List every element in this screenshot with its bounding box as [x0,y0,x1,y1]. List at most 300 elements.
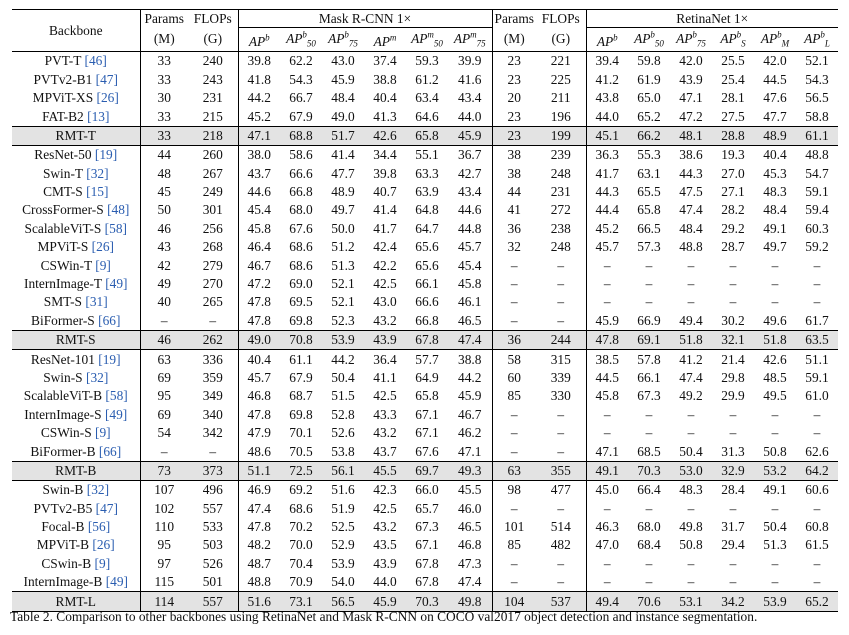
table-row [12,573,838,592]
model-name: BiFormer-B [30,443,96,459]
metric-cell: 69.5 [289,294,313,310]
metric-cell: 46.5 [448,518,492,536]
metric-cell: 28.2 [721,202,745,218]
metric-cell: 47.8 [247,519,271,535]
metric-cell: – [729,294,737,310]
header-retina-metric [754,28,796,52]
table-row [12,500,838,518]
backbone-name [12,256,140,274]
metric-cell: 268 [188,238,238,256]
metric-cell: 43.9 [373,555,397,571]
metric-label: $AP^b_M$ [760,30,790,50]
metric-cell: 45.1 [586,126,628,145]
metric-cell: 69.8 [289,312,313,328]
metric-cell: 40.4 [373,90,397,106]
metric-cell: 60.3 [805,220,829,236]
metric-cell: 47.1 [238,126,280,145]
metric-cell: 68.6 [289,500,313,516]
metric-cell: 69.7 [406,461,448,480]
metric-cell: 349 [188,387,238,405]
metric-cell: 49.4 [586,592,628,611]
metric-cell: – [603,500,611,516]
metric-cell: 63 [492,461,536,480]
metric-cell: – [536,573,586,592]
metric-cell: 50.4 [331,369,355,385]
model-name: MPViT-XS [32,90,94,106]
metric-cell: – [510,555,518,571]
metric-cell: – [813,276,821,292]
header-mask-metric [448,28,492,52]
backbone-name [12,555,140,573]
metric-cell: – [603,574,611,590]
metric-cell: 36.3 [586,146,628,165]
metric-cell: 104 [492,592,536,611]
metric-cell: – [771,574,779,590]
metric-cell: 70.2 [289,519,313,535]
metric-label: $AP^b_{75}$ [676,30,706,50]
metric-cell: 42.6 [754,350,796,369]
metric-cell: 47.8 [247,294,271,310]
metric-cell: 66.2 [628,126,670,145]
metric-cell: – [771,406,779,422]
metric-cell: – [813,555,821,571]
backbone-name [12,461,140,480]
metric-cell: 503 [188,536,238,554]
metric-cell: 50.0 [331,220,355,236]
table-row [12,442,838,461]
citation-link[interactable]: [9] [95,425,111,441]
header-retina-metric [586,28,628,52]
metric-cell: 49.5 [763,388,787,404]
metric-cell: 315 [536,350,586,369]
metric-cell: 52.8 [331,406,355,422]
metric-cell: 28.8 [712,126,754,145]
citation-link[interactable]: [49] [105,276,128,292]
metric-cell: 47.7 [331,165,355,181]
header-flops-retina: FLOPs [536,10,586,28]
header-mask-rcnn: Mask R-CNN 1× [238,10,492,28]
metric-cell: – [771,294,779,310]
citation-link[interactable]: [26] [96,90,119,106]
citation-link[interactable]: [31] [85,294,108,310]
metric-cell: 215 [188,107,238,126]
citation-link[interactable]: [26] [91,239,114,255]
header-flops-unit: (G) [188,28,238,52]
header-retina-metric [712,28,754,52]
metric-cell: 65.0 [637,90,661,106]
metric-cell: 25.5 [721,53,745,69]
metric-cell: 52.1 [331,294,355,310]
metric-cell: 56.1 [322,461,364,480]
model-name: MPViT-S [37,239,89,255]
table-row [12,52,838,71]
metric-cell: 53.8 [331,443,355,459]
citation-link[interactable]: [66] [98,443,122,459]
metric-cell: – [510,425,518,441]
model-name: RMT-B [55,462,97,478]
metric-cell: 196 [536,107,586,126]
metric-cell: 64.8 [415,202,439,218]
metric-cell: 49.3 [448,461,492,480]
metric-cell: 57.3 [637,239,661,255]
metric-cell: 272 [536,201,586,219]
metric-cell: 43.4 [448,183,492,201]
backbone-name [12,220,140,238]
metric-cell: 46.7 [448,406,492,424]
metric-cell: 65.2 [796,592,838,611]
model-name: SMT-S [43,294,83,310]
metric-cell: 48.4 [763,202,787,218]
metric-cell: – [536,442,586,461]
metric-cell: 47.0 [595,537,619,553]
metric-cell: 48.9 [754,126,796,145]
citation-link[interactable]: [66] [98,312,121,328]
metric-cell: 50 [157,202,171,218]
metric-cell: 514 [536,518,586,536]
metric-cell: 52.6 [331,425,355,441]
model-name: BiFormer-S [31,312,95,328]
metric-cell: 44.2 [448,369,492,387]
metric-cell: 46.2 [448,424,492,442]
metric-cell: 42.3 [364,481,406,500]
citation-link[interactable]: [48] [107,202,130,218]
metric-cell: 56.5 [805,90,829,106]
citation-link[interactable]: [13] [87,108,110,124]
backbone-name [12,573,140,592]
metric-cell: 56.5 [322,592,364,611]
metric-cell: 51.1 [796,350,838,369]
metric-cell: – [510,406,518,422]
citation-link[interactable]: [19] [98,351,121,367]
metric-cell: 41.1 [373,369,397,385]
metric-cell: 48.4 [331,90,355,106]
metric-cell: – [645,276,653,292]
metric-cell: 211 [536,89,586,107]
metric-cell: 38.0 [238,146,280,165]
metric-cell: 110 [154,519,175,535]
metric-cell: 501 [188,573,238,592]
metric-cell: 50.8 [679,537,703,553]
metric-cell: 66.1 [415,276,439,292]
metric-cell: – [687,406,695,422]
model-name: InternImage-T [24,276,102,292]
metric-cell: 225 [536,71,586,89]
table-row [12,183,838,201]
metric-cell: – [813,500,821,516]
metric-cell: 47.8 [247,312,271,328]
citation-link[interactable]: [19] [94,147,118,163]
metric-cell: 70.4 [289,555,313,571]
metric-cell: 46.3 [595,519,619,535]
comparison-table [12,9,838,612]
metric-cell: – [813,294,821,310]
metric-cell: 43 [157,239,171,255]
metric-cell: 54.7 [805,165,829,181]
metric-cell: 48.4 [679,220,703,236]
metric-cell: 39.8 [247,53,271,69]
metric-cell: 65.6 [415,239,439,255]
metric-cell: 51.2 [331,239,355,255]
metric-cell: 47.6 [763,90,787,106]
metric-cell: 45.9 [595,312,619,328]
metric-cell: 557 [188,500,238,518]
metric-label: $AP^m$ [373,32,397,49]
backbone-name [12,481,140,500]
metric-cell: 62.2 [289,53,313,69]
citation-link[interactable]: [32] [86,482,110,498]
metric-cell: – [687,555,695,571]
metric-cell: 39.9 [448,52,492,71]
metric-cell: 57.8 [628,350,670,369]
header-retinanet: RetinaNet 1× [586,10,838,28]
citation-link[interactable]: [47] [95,71,118,87]
citation-link[interactable]: [56] [87,519,111,535]
metric-cell: 36 [507,220,521,236]
metric-cell: 68.6 [289,239,313,255]
metric-cell: 64.6 [415,108,439,124]
metric-cell: 70.3 [628,461,670,480]
metric-cell: 45 [157,184,171,200]
model-name: CSWin-T [40,257,92,273]
metric-cell: 65.8 [637,202,661,218]
citation-link[interactable]: [49] [105,574,128,590]
metric-cell: 45.8 [595,388,619,404]
metric-label: $AP^b_{75}$ [328,30,358,50]
metric-cell: 43.0 [373,294,397,310]
metric-cell: 85 [507,388,521,404]
metric-cell: 49.6 [763,312,787,328]
metric-cell: 30 [157,90,171,106]
metric-cell: 31.3 [721,443,745,459]
metric-cell: 44 [140,146,188,165]
metric-cell: 46.7 [247,257,271,273]
metric-cell: 28.4 [712,481,754,500]
metric-cell: – [645,294,653,310]
metric-cell: 70.0 [289,537,313,553]
metric-cell: 21.4 [712,350,754,369]
metric-cell: 29.2 [721,220,745,236]
metric-cell: 47.1 [595,443,619,459]
metric-cell: 336 [188,350,238,369]
metric-cell: 231 [188,89,238,107]
metric-cell: 67.9 [289,108,313,124]
metric-cell: 41 [507,202,521,218]
metric-cell: 52.3 [331,312,355,328]
metric-cell: 27.0 [721,165,745,181]
metric-cell: 43.7 [247,165,271,181]
metric-cell: 45.9 [448,387,492,405]
metric-cell: 115 [154,574,175,590]
metric-cell: 65.8 [406,126,448,145]
table-row [12,164,838,182]
citation-link[interactable]: [49] [104,406,128,422]
backbone-name [12,146,140,165]
metric-cell: 49.4 [679,312,703,328]
metric-cell: – [603,555,611,571]
metric-cell: 49.1 [754,481,796,500]
citation-link[interactable]: [58] [104,220,127,236]
metric-cell: 279 [188,256,238,274]
metric-cell: 51.5 [331,388,355,404]
metric-cell: – [536,275,586,293]
metric-cell: 43.4 [448,89,492,107]
metric-cell: 27.5 [721,108,745,124]
metric-cell: – [687,425,695,441]
metric-cell: 49.7 [763,239,787,255]
backbone-name [12,536,140,554]
header-flops-unit-retina: (G) [536,28,586,52]
metric-cell: 41.6 [448,71,492,89]
metric-cell: 44.3 [679,165,703,181]
metric-cell: 64.7 [415,220,439,236]
metric-cell: – [510,574,518,590]
metric-cell: 46.1 [448,293,492,311]
metric-cell: – [603,257,611,273]
metric-cell: 25.4 [721,71,745,87]
metric-cell: 53.1 [670,592,712,611]
metric-cell: 51.3 [763,537,787,553]
metric-cell: 52.1 [331,276,355,292]
metric-cell: 41.2 [595,71,619,87]
metric-cell: 244 [536,331,586,350]
metric-cell: 67.6 [415,443,439,459]
table-row [12,201,838,219]
metric-cell: 61.0 [805,388,829,404]
table-row [12,107,838,126]
citation-link[interactable]: [26] [92,537,115,553]
metric-cell: 48.5 [763,369,787,385]
metric-cell: 29.9 [721,388,745,404]
model-name: ScalableViT-S [24,220,102,236]
metric-cell: 33 [157,53,171,69]
metric-cell: 47.4 [247,500,271,516]
metric-cell: 43.7 [373,443,397,459]
model-name: Swin-T [42,165,83,181]
metric-cell: 342 [188,424,238,442]
metric-cell: 19.3 [712,146,754,165]
metric-cell: 63.9 [415,184,439,200]
citation-link[interactable]: [9] [94,555,111,571]
metric-label: $AP^b_{50}$ [634,30,664,50]
metric-cell: 51.6 [322,481,364,500]
metric-cell: 48.6 [247,443,271,459]
metric-cell: 45.4 [448,256,492,274]
metric-cell: 47.4 [679,202,703,218]
citation-link[interactable]: [58] [105,388,128,404]
metric-cell: 67.6 [289,220,313,236]
metric-cell: 66.1 [637,369,661,385]
metric-cell: 59.1 [805,369,829,385]
backbone-name [12,369,140,387]
metric-cell: – [188,312,238,331]
header-retina-metric [796,28,838,52]
metric-cell: 23 [507,108,521,124]
table-body [12,52,838,612]
metric-cell: 355 [536,461,586,480]
metric-cell: 52.5 [331,519,355,535]
header-retina-metric [670,28,712,52]
metric-cell: 48 [157,165,171,181]
backbone-name [12,71,140,89]
metric-cell: 63 [140,350,188,369]
citation-link[interactable]: [46] [84,53,107,69]
metric-cell: 59.2 [805,239,829,255]
metric-cell: – [687,276,695,292]
metric-cell: 533 [188,518,238,536]
metric-cell: 67.9 [289,369,313,385]
metric-cell: 44.8 [448,220,492,238]
metric-cell: – [729,276,737,292]
header-mask-metric [280,28,322,52]
metric-cell: – [645,406,653,422]
metric-cell: 67.1 [415,425,439,441]
metric-cell: 65.8 [415,388,439,404]
metric-cell: 67.1 [415,537,439,553]
metric-cell: 65.2 [637,108,661,124]
metric-cell: 36 [492,331,536,350]
backbone-name [12,89,140,107]
metric-cell: 57.7 [406,350,448,369]
metric-cell: 20 [507,90,521,106]
metric-cell: 62.6 [805,443,829,459]
metric-cell: – [160,443,168,459]
metric-cell: – [603,276,611,292]
metric-cell: 69.0 [289,276,313,292]
metric-cell: 46.5 [448,312,492,331]
metric-cell: 38.6 [670,146,712,165]
table-row [12,350,838,369]
metric-label: $AP^m_{50}$ [411,30,443,50]
header-params-retina: Params [492,10,536,28]
metric-label: $AP^m_{75}$ [453,30,486,50]
metric-cell: 58 [492,350,536,369]
backbone-name [12,126,140,145]
model-name: RMT-T [55,127,96,143]
metric-cell: 54.3 [289,71,313,87]
metric-cell: – [536,424,586,442]
metric-cell: 68.8 [280,126,322,145]
metric-cell: 47.2 [679,108,703,124]
metric-cell: 45.8 [448,275,492,293]
metric-cell: 49 [157,276,171,292]
citation-link[interactable]: [9] [95,257,111,273]
metric-cell: 70.6 [628,592,670,611]
metric-cell: – [645,257,653,273]
metric-cell: 70.9 [289,574,313,590]
metric-cell: 58.6 [280,146,322,165]
citation-link[interactable]: [47] [95,500,118,516]
metric-label: $AP^b_S$ [720,30,746,50]
metric-cell: 47.8 [586,331,628,350]
metric-cell: 48.3 [763,184,787,200]
metric-cell: 66.6 [415,294,439,310]
header-flops: FLOPs [188,10,238,28]
citation-link[interactable]: [15] [86,184,109,200]
metric-cell: 44.0 [595,108,619,124]
metric-cell: 63.1 [637,165,661,181]
metric-cell: – [510,500,518,516]
metric-cell: 262 [188,331,238,350]
metric-cell: – [687,574,695,590]
metric-cell: 330 [536,387,586,405]
citation-link[interactable]: [32] [86,369,109,385]
citation-link[interactable]: [32] [86,165,109,181]
metric-cell: 33 [157,71,171,87]
metric-cell: 218 [188,126,238,145]
metric-cell: 45.5 [364,461,406,480]
metric-cell: 61.1 [796,126,838,145]
metric-cell: 42.6 [364,126,406,145]
